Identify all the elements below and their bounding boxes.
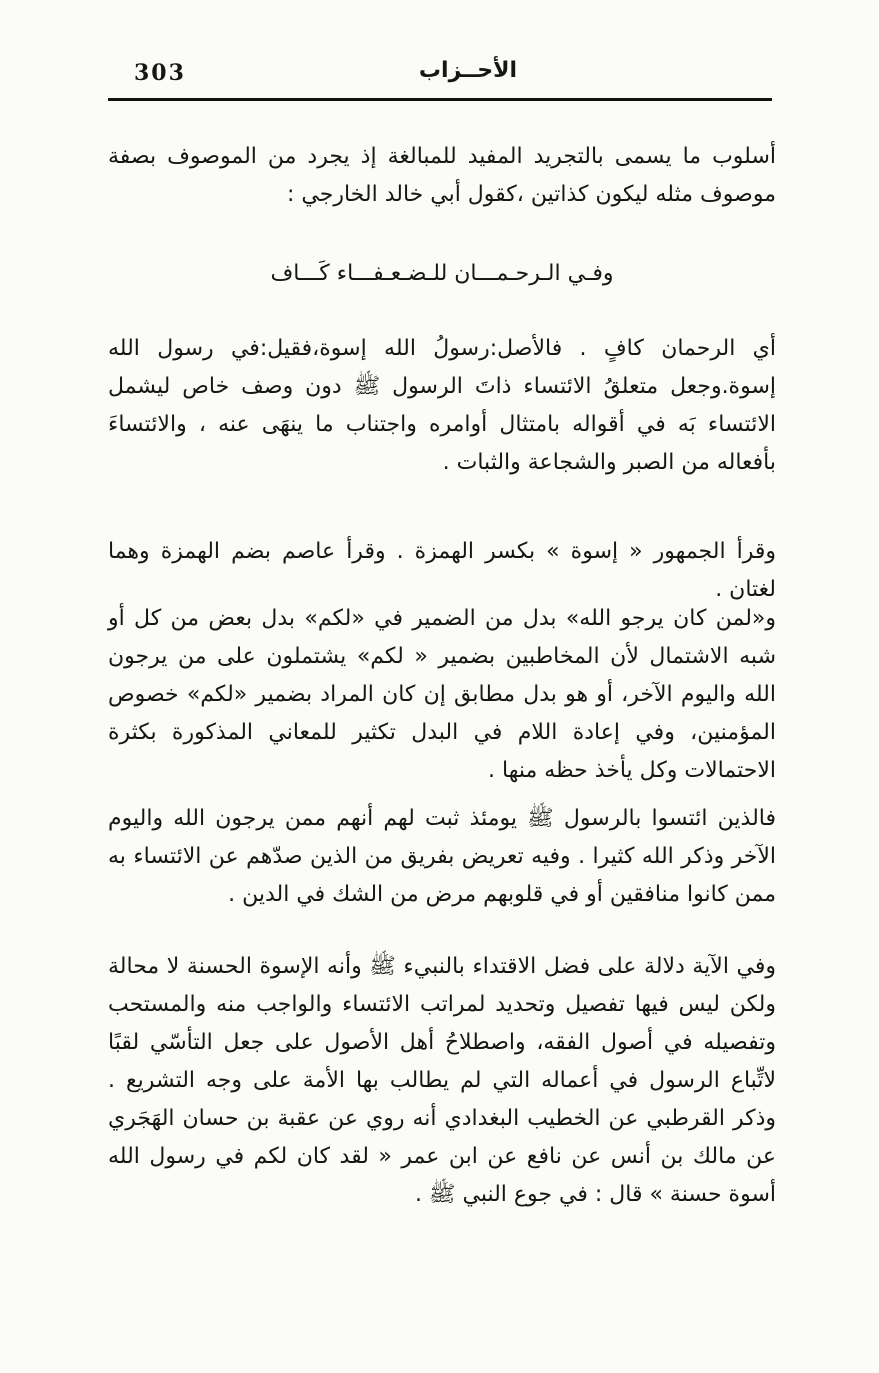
page-number: 303 <box>134 60 186 86</box>
paragraph-3: وقرأ الجمهور « إسوة » بكسر الهمزة . وقرأ عاصم بضم الهمزة وهما لغتان . <box>108 539 776 602</box>
paragraph-2: أي الرحمان كافٍ . فالأصل:رسولُ الله إسوة،فقيل:في رسول الله إسوة.وجعل متعلقُ الائتساء ذاتَ الرسول ﷺ دون وصف خاص ليشمل الائتساء بَه في أقواله بامتثال أوامره واجتناب ما ينهَى عنه ، والائتساءَ بأفعاله من الصبر والشجاعة والثبات . <box>108 336 776 475</box>
paragraph-6: وفي الآية دلالة على فضل الاقتداء بالنبيء ﷺ وأنه الإسوة الحسنة لا محالة ولكن ليس فيها تفصيل وتحديد لمراتب الائتساء والواجب منه والمستحب وتفصيله في أصول الفقه، واصطلاحُ أهل الأصول على جعل التأسّي لقبًا لاتِّباع الرسول في أعماله التي لم يطالب بها الأمة على وجه التشريع . وذكر القرطبي عن الخطيب البغدادي أنه روي عن عقبة بن حسان الهَجَري عن مالك بن أنس عن نافع عن ابن عمر « لقد كان لكم في رسول الله أسوة حسنة » قال : في جوع النبي ﷺ . <box>108 954 776 1207</box>
paragraph-1: أسلوب ما يسمى بالتجريد المفيد للمبالغة إذ يجرد من الموصوف بصفة موصوف مثله ليكون كذاتين ،كقول أبي خالد الخارجي : <box>108 144 776 207</box>
paragraph-5: فالذين ائتسوا بالرسول ﷺ يومئذ ثبت لهم أنهم ممن يرجون الله واليوم الآخر وذكر الله كثيرا . وفيه تعريض بفريق من الذين صدّهم عن الائتساء به ممن كانوا منافقين أو في قلوبهم مرض من الشك في الدين . <box>108 806 776 907</box>
poetry-verse: وفـي الـرحـمـــان للـضـعـفـــاء كَـــاف <box>270 261 614 286</box>
page-header <box>108 54 772 101</box>
paragraph-4: و«لمن كان يرجو الله» بدل من الضمير في «لكم» بدل بعض من كل أو شبه الاشتمال لأن المخاطبين بضمير « لكم» يشتملون على من يرجون الله واليوم الآخر، أو هو بدل مطابق إن كان المراد بضمير «لكم» خصوص المؤمنين، وفي إعادة اللام في البدل تكثير للمعاني المذكورة بكثرة الاحتمالات وكل يأخذ حظه منها . <box>108 606 776 783</box>
running-title: الأحــزاب <box>418 58 518 83</box>
